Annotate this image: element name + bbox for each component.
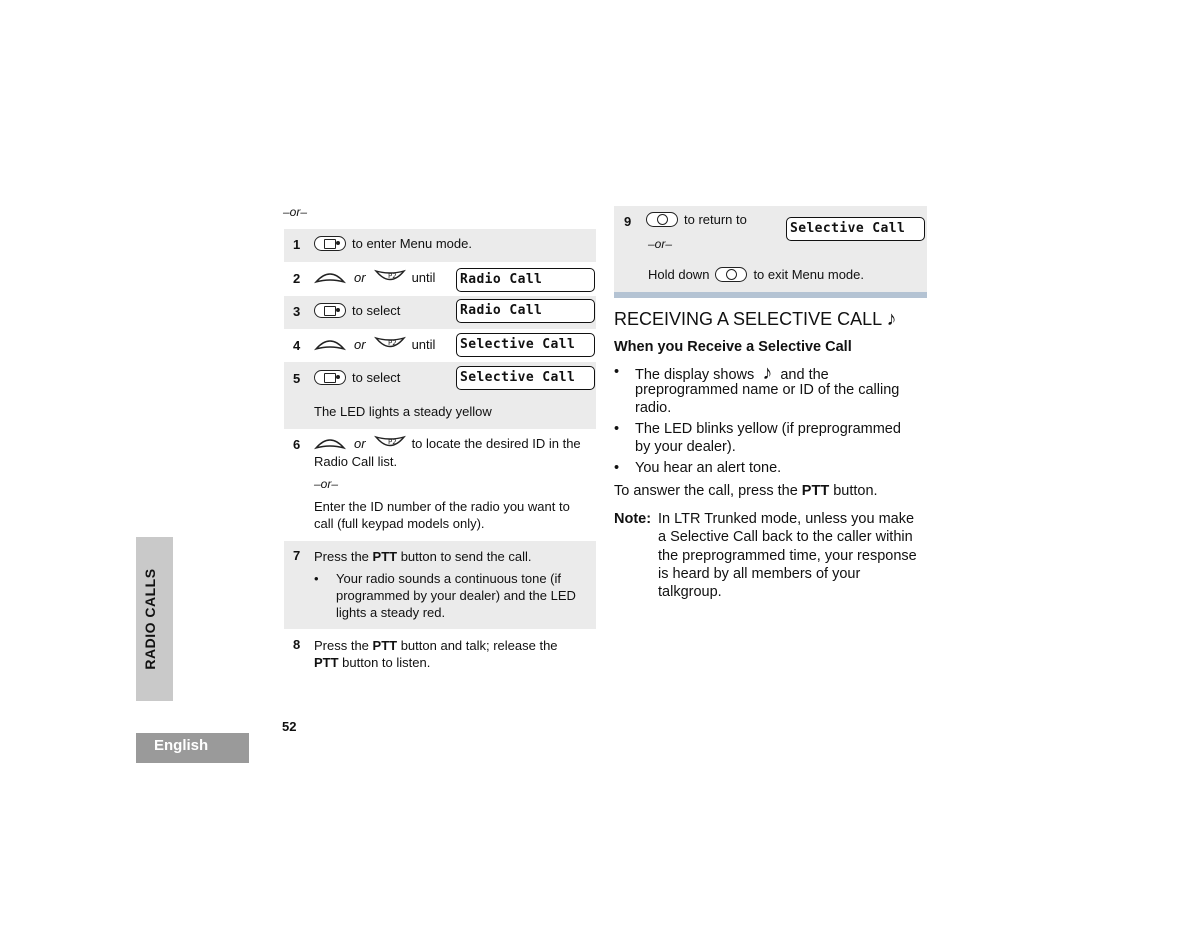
musical-note-icon: ♪ [886,308,897,330]
bullet-text-line: programmed by your dealer) and the LED [336,588,576,603]
step-number: 2 [293,271,301,286]
home-key-icon [715,267,747,282]
step-number: 7 [293,548,301,563]
step-3 [284,296,596,329]
step-text: Press the [314,638,373,653]
step-text: Hold down [648,267,710,282]
bullet-text: and the [780,367,829,383]
menu-select-key-icon [314,236,346,251]
step-line [646,212,747,227]
or-separator: –or– [648,237,673,251]
scroll-up-key-icon [314,268,346,286]
step-9 [614,206,927,292]
svg-text:P2: P2 [387,339,397,347]
step-line [314,236,472,251]
step-text-line [314,654,430,671]
side-tab-label: RADIO CALLS [142,568,158,670]
subheading: When you Receive a Selective Call [614,339,852,355]
step-number: 6 [293,437,301,452]
or-word: or [354,336,366,352]
bullet-text: The display shows [635,367,755,383]
or-word: or [354,435,366,451]
bullet-text-line: by your dealer). [635,439,736,455]
step-text-line [314,548,532,565]
step-6 [284,429,596,541]
svg-text:P2: P2 [387,272,397,280]
step-text: to enter Menu mode. [352,236,472,251]
section-heading-text: RECEIVING A SELECTIVE CALL [614,309,882,329]
language-tab: English [136,733,249,763]
note-line: a Selective Call back to the caller within [658,529,913,546]
step-text: button to send the call. [397,549,532,564]
menu-select-key-icon [314,370,346,385]
scroll-down-key-icon [374,434,406,452]
scroll-down-key-icon [374,335,406,353]
step-1 [284,229,596,262]
step-line [648,267,864,282]
step-8 [284,629,596,673]
menu-select-key-icon [314,303,346,318]
lcd-display: Radio Call [456,268,595,292]
bullet-text-line: You hear an alert tone. [635,460,782,476]
led-note: The LED lights a steady yellow [314,404,492,419]
note-line: In LTR Trunked mode, unless you make [658,511,915,527]
lcd-display: Selective Call [456,333,595,357]
step-2 [284,262,596,296]
step-line [314,370,400,385]
note-text [658,510,933,601]
scroll-down-key-icon [374,268,406,286]
step-number: 1 [293,237,301,252]
note-label: Note: [614,511,652,527]
answer-text-part: button. [829,483,878,499]
step-text-line: Radio Call list. [314,454,398,469]
step-line [314,434,581,452]
step-text: Press the [314,549,373,564]
step-line [314,303,400,318]
answer-text-part: To answer the call, press the [614,483,802,499]
step-text: to return to [684,212,747,227]
step-number: 4 [293,338,301,353]
ptt-label: PTT [314,655,339,670]
note-line: talkgroup. [658,584,722,601]
step-number: 8 [293,637,301,652]
step-text: to exit Menu mode. [753,267,864,282]
step-text-line: call (full keypad models only). [314,516,485,531]
divider [614,292,927,298]
ptt-label: PTT [372,549,398,564]
step-7 [284,541,596,629]
ptt-label: PTT [801,483,830,499]
step-line [314,268,435,286]
or-word: or [354,269,366,285]
bullet-dot: • [614,460,620,476]
bullet-dot: • [314,571,319,586]
section-heading [614,309,896,330]
step-text: button to listen. [338,655,431,670]
bullet-dot: • [614,421,620,437]
bullet-text-line: preprogrammed name or ID of the calling [635,382,900,398]
step-text-line [314,637,558,654]
musical-note-icon: ♪ [762,362,773,384]
lcd-display: Selective Call [786,217,925,241]
step-text-line: Enter the ID number of the radio you want to [314,499,570,514]
step-text: button and talk; release the [397,638,558,653]
bullet-text-line: The LED blinks yellow (if preprogrammed [635,421,901,437]
bullet-text-line: lights a steady red. [336,605,446,620]
scroll-up-key-icon [314,434,346,452]
step-5 [284,362,596,429]
step-line [314,335,435,353]
step-text: until [411,269,436,285]
step-number: 5 [293,371,301,386]
step-text: to select [352,370,401,385]
lcd-display: Radio Call [456,299,595,323]
bullet-text-line: Your radio sounds a continuous tone (if [336,571,562,586]
step-text: until [411,336,436,352]
step-text: to locate the desired ID in the [411,435,581,451]
step-number: 3 [293,304,301,319]
bullet-text-line: radio. [635,400,672,416]
step-4 [284,329,596,362]
svg-text:P2: P2 [387,438,397,446]
ptt-label: PTT [372,638,398,653]
or-separator: –or– [283,205,308,219]
home-key-icon [646,212,678,227]
note-line: the preprogrammed time, your response [658,547,917,564]
step-text: to select [352,303,401,318]
or-separator: –or– [314,477,339,491]
bullet-dot: • [614,364,620,380]
answer-text [614,482,878,500]
step-number: 9 [624,214,632,229]
note-line: is heard by all members of your [658,565,861,582]
lcd-display: Selective Call [456,366,595,390]
scroll-up-key-icon [314,335,346,353]
page-number: 52 [282,719,297,734]
